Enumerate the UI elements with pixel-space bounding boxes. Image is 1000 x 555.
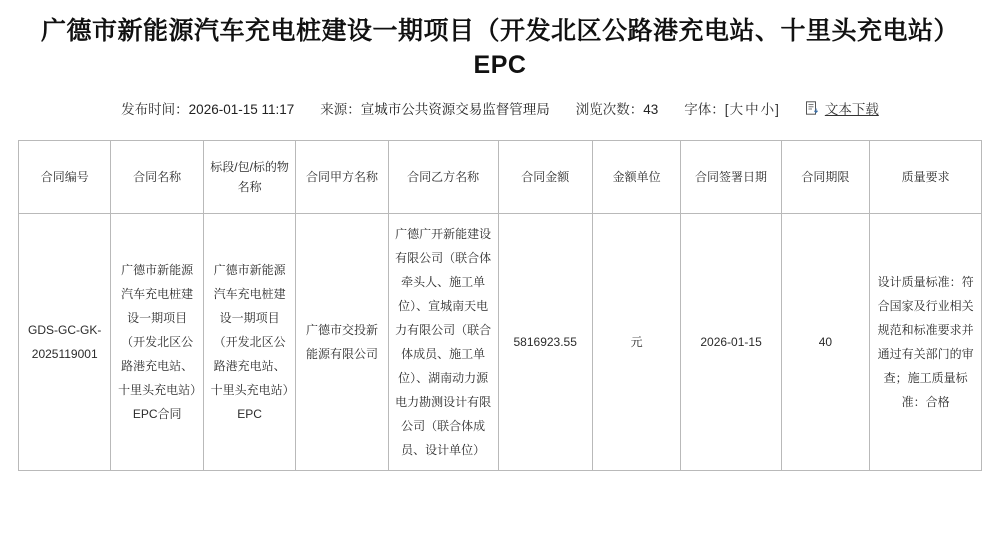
font-bracket-close: ] [775,102,779,117]
table-header [19,141,982,214]
cell-amount: 5816923.55 [498,214,592,471]
view-count-label: 浏览次数： [575,102,644,117]
contract-table [18,140,982,471]
font-size-switcher [684,98,779,118]
column-header-party-a: 合同甲方名称 [296,141,388,214]
font-size-medium-button[interactable]: 中 [745,102,759,117]
document-meta-bar [18,98,982,118]
font-size-label: 字体： [684,102,725,117]
view-count-value: 43 [643,102,659,117]
column-header-amount: 合同金额 [498,141,592,214]
font-size-small-button[interactable]: 小 [760,102,775,117]
cell-term: 40 [781,214,870,471]
publish-time-label: 发布时间： [121,102,189,117]
page-title: 广德市新能源汽车充电桩建设一期项目（开发北区公路港充电站、十里头充电站）EPC [40,17,959,79]
cell-party-a: 广德市交投新能源有限公司 [296,214,388,471]
cell-party-b: 广德广开新能建设有限公司（联合体牵头人、施工单位）、宣城南天电力有限公司（联合体成员、施工单位）、湖南动力源电力勘测设计有限公司（联合体成员、设计单位） [388,214,498,471]
font-bracket-open: [ [724,102,729,117]
view-count [576,98,659,118]
column-header-sign-date: 合同签署日期 [681,141,781,214]
cell-quality: 设计质量标准：符合国家及行业相关规范和标准要求并通过有关部门的审查；施工质量标准：合格 [870,214,982,471]
publish-time-value: 2026-01-15 11:17 [188,102,295,117]
column-header-contract-name: 合同名称 [111,141,203,214]
cell-section-name: 广德市新能源汽车充电桩建设一期项目（开发北区公路港充电站、十里头充电站）EPC [203,214,295,471]
table-header-row [19,141,982,214]
cell-contract-no: GDS-GC-GK-2025119001 [19,214,111,471]
table-row [19,214,982,471]
column-header-unit: 金额单位 [592,141,681,214]
column-header-term: 合同期限 [781,141,870,214]
source [320,98,550,118]
cell-contract-name: 广德市新能源汽车充电桩建设一期项目（开发北区公路港充电站、十里头充电站）EPC合同 [111,214,203,471]
cell-sign-date: 2026-01-15 [681,214,781,471]
column-header-party-b: 合同乙方名称 [388,141,498,214]
column-header-contract-no: 合同编号 [19,141,111,214]
publish-time [121,98,294,118]
contract-table-container [18,140,982,471]
table-body [19,214,982,471]
column-header-section-name: 标段/包/标的物名称 [203,141,295,214]
document-download-icon [805,101,819,115]
source-label: 来源： [320,102,361,117]
cell-unit: 元 [592,214,681,471]
source-value: 宣城市公共资源交易监督管理局 [360,102,550,117]
column-header-quality: 质量要求 [870,141,982,214]
font-size-large-button[interactable]: 大 [729,102,744,117]
text-download-button[interactable] [805,98,879,118]
text-download-label: 文本下载 [824,102,879,117]
